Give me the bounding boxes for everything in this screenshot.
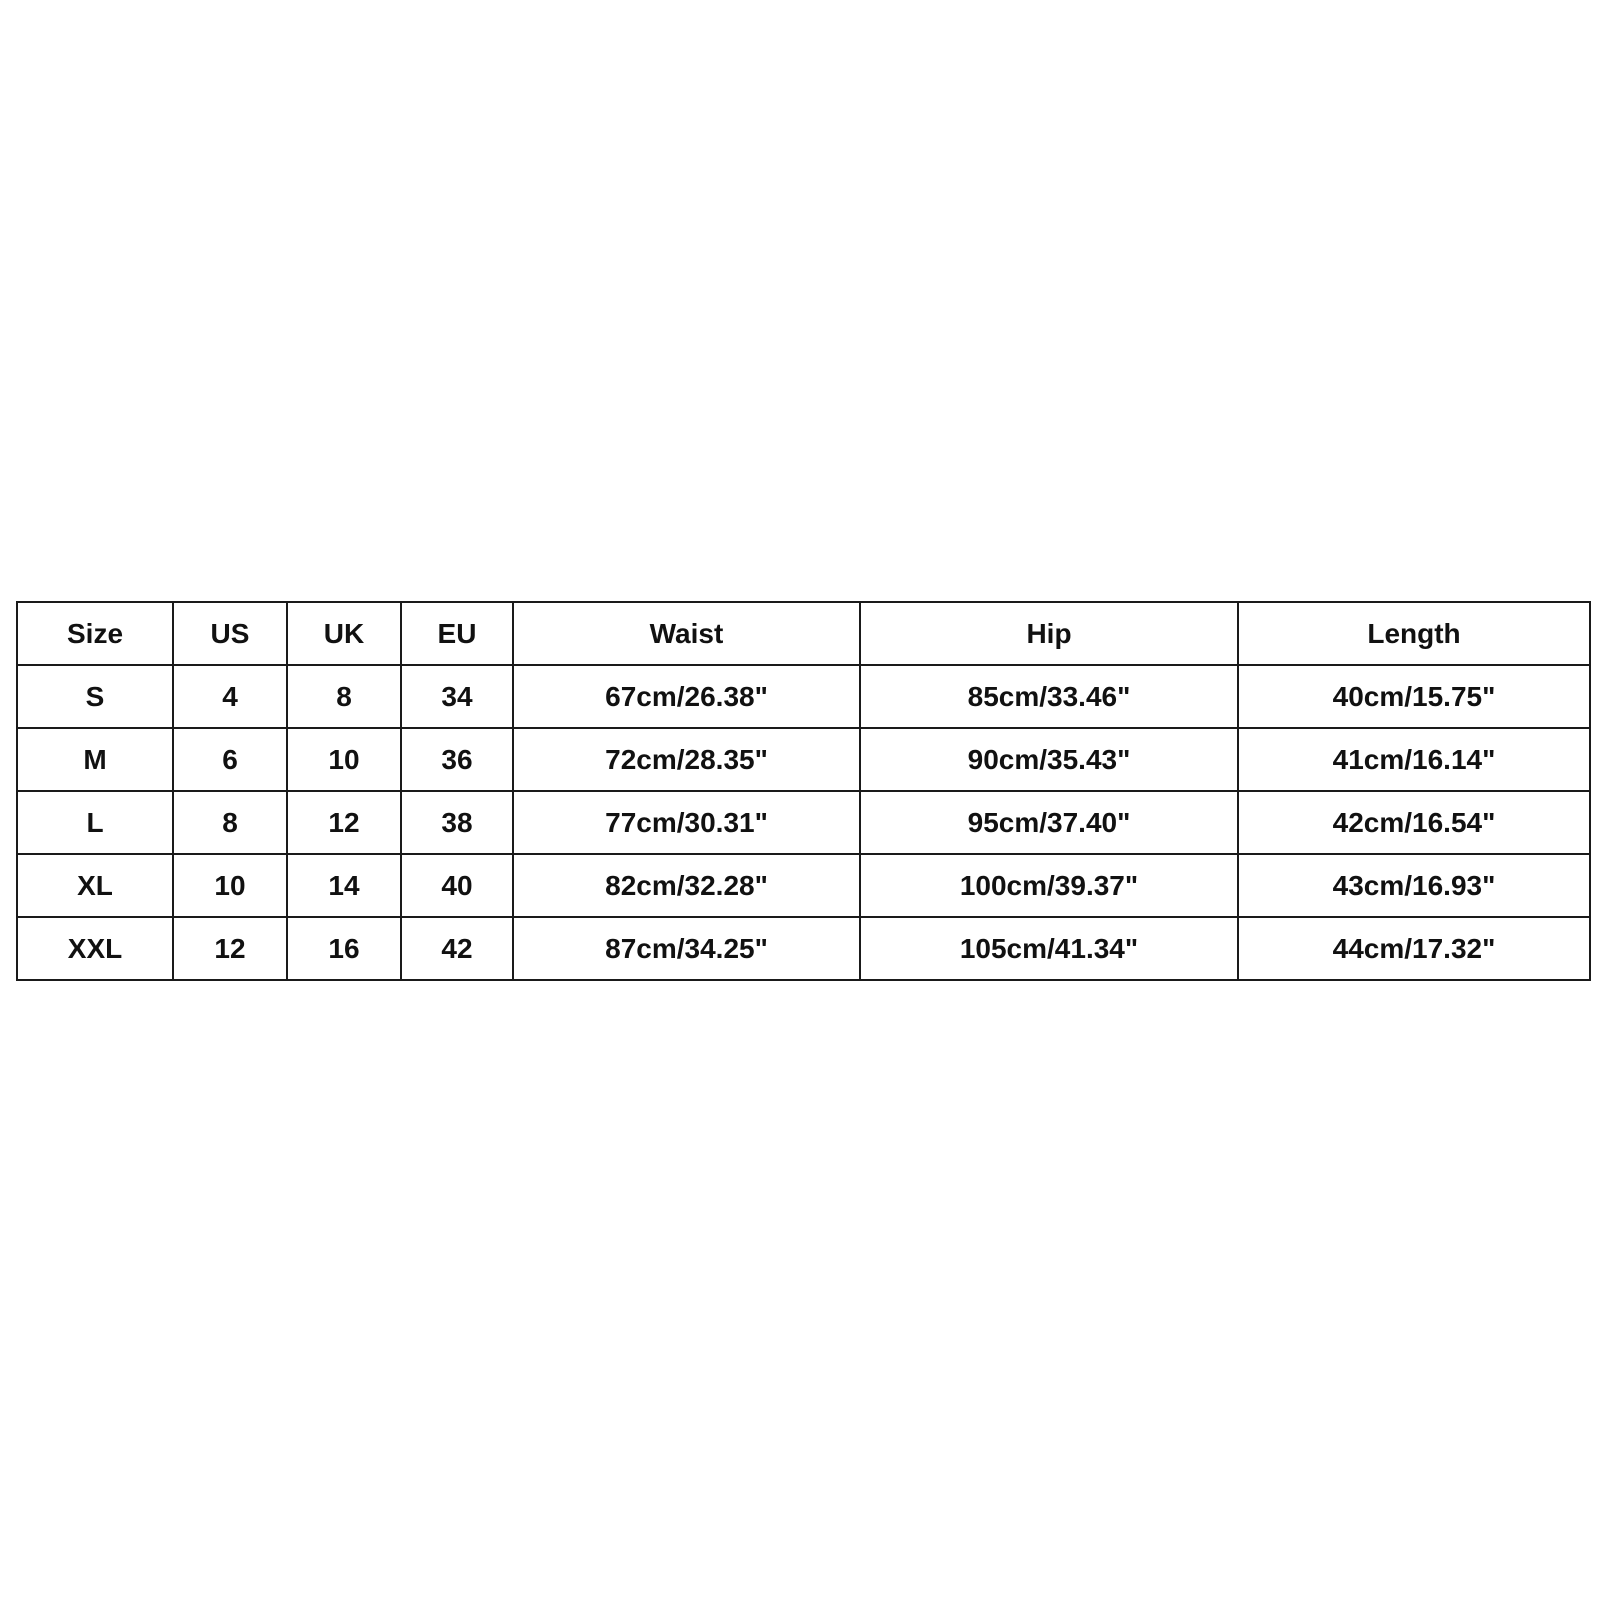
table-row: [17, 791, 1590, 854]
cell-eu: 38: [401, 791, 513, 854]
cell-uk: 16: [287, 917, 401, 980]
table-header-row: [17, 602, 1590, 665]
cell-uk: 10: [287, 728, 401, 791]
cell-us: 12: [173, 917, 287, 980]
cell-us: 8: [173, 791, 287, 854]
cell-hip: 100cm/39.37": [860, 854, 1238, 917]
cell-length: 40cm/15.75": [1238, 665, 1590, 728]
cell-length: 44cm/17.32": [1238, 917, 1590, 980]
size-chart-table: [16, 601, 1591, 981]
cell-size: XXL: [17, 917, 173, 980]
cell-waist: 82cm/32.28": [513, 854, 860, 917]
cell-hip: 90cm/35.43": [860, 728, 1238, 791]
cell-us: 10: [173, 854, 287, 917]
table-row: [17, 854, 1590, 917]
cell-eu: 42: [401, 917, 513, 980]
cell-waist: 87cm/34.25": [513, 917, 860, 980]
cell-size: L: [17, 791, 173, 854]
cell-uk: 12: [287, 791, 401, 854]
cell-us: 6: [173, 728, 287, 791]
header-eu: EU: [401, 602, 513, 665]
table-row: [17, 665, 1590, 728]
cell-size: M: [17, 728, 173, 791]
table-row: [17, 917, 1590, 980]
header-size: Size: [17, 602, 173, 665]
table-row: [17, 728, 1590, 791]
cell-waist: 67cm/26.38": [513, 665, 860, 728]
header-waist: Waist: [513, 602, 860, 665]
cell-length: 42cm/16.54": [1238, 791, 1590, 854]
cell-eu: 40: [401, 854, 513, 917]
cell-length: 43cm/16.93": [1238, 854, 1590, 917]
cell-uk: 8: [287, 665, 401, 728]
header-length: Length: [1238, 602, 1590, 665]
header-hip: Hip: [860, 602, 1238, 665]
cell-eu: 34: [401, 665, 513, 728]
cell-size: S: [17, 665, 173, 728]
cell-hip: 105cm/41.34": [860, 917, 1238, 980]
cell-hip: 85cm/33.46": [860, 665, 1238, 728]
cell-hip: 95cm/37.40": [860, 791, 1238, 854]
header-uk: UK: [287, 602, 401, 665]
cell-size: XL: [17, 854, 173, 917]
header-us: US: [173, 602, 287, 665]
cell-uk: 14: [287, 854, 401, 917]
cell-us: 4: [173, 665, 287, 728]
cell-waist: 72cm/28.35": [513, 728, 860, 791]
cell-waist: 77cm/30.31": [513, 791, 860, 854]
cell-length: 41cm/16.14": [1238, 728, 1590, 791]
cell-eu: 36: [401, 728, 513, 791]
